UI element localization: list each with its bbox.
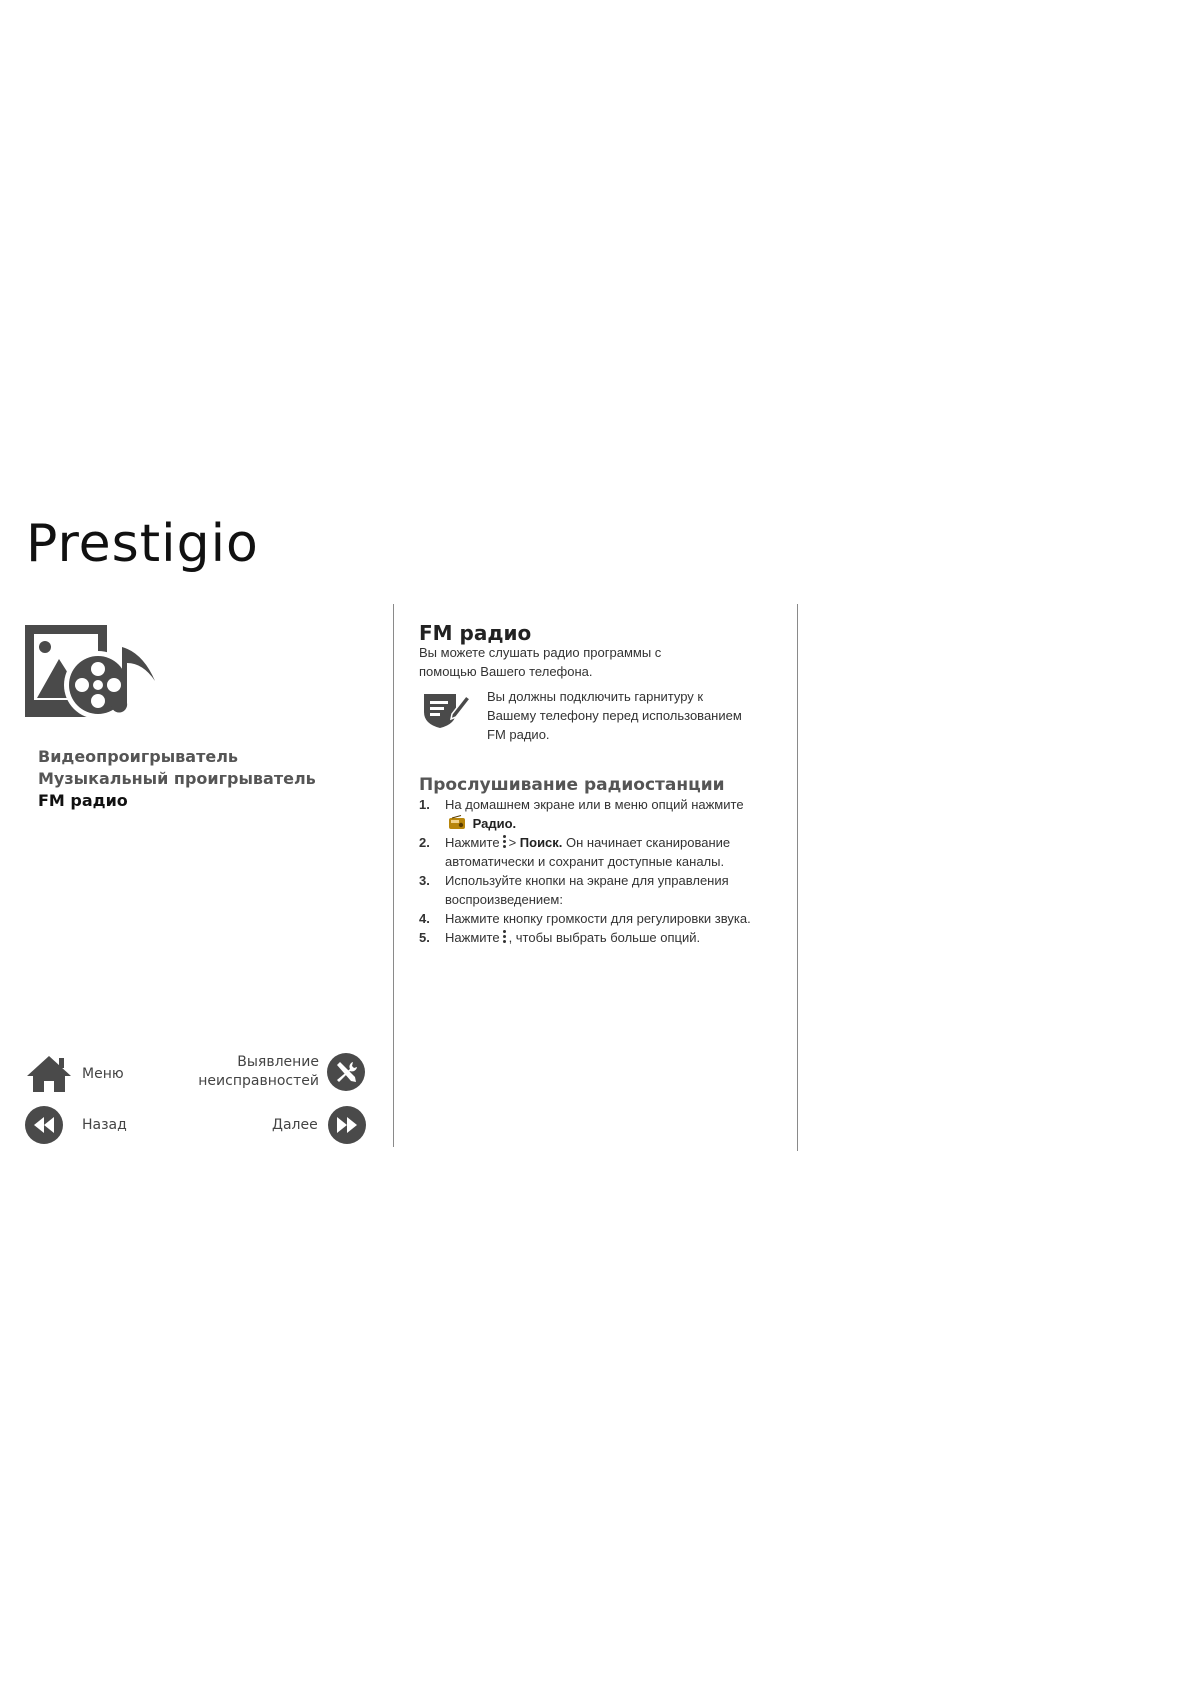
media-player-icon bbox=[25, 625, 161, 721]
note-pen-icon bbox=[422, 690, 472, 730]
next-button[interactable] bbox=[272, 1106, 366, 1144]
list-item: 1. На домашнем экране или в меню опций нажмите Радио. bbox=[419, 797, 744, 831]
rewind-icon bbox=[25, 1106, 63, 1144]
intro-text: Вы можете слушать радио программы с помощью Вашего телефона. bbox=[419, 645, 662, 679]
note-text: Вы должны подключить гарнитуру к Вашему телефону перед использованием FM радио. bbox=[487, 689, 742, 742]
section-nav bbox=[38, 746, 316, 812]
brand-logo: Prestigio bbox=[26, 514, 259, 574]
home-icon bbox=[25, 1054, 73, 1094]
menu-label: Меню bbox=[82, 1066, 124, 1082]
radio-app-icon bbox=[448, 815, 466, 830]
list-item: 3. Используйте кнопки на экране для управления воспроизведением: bbox=[419, 873, 729, 907]
nav-item-fm-radio[interactable]: FM радио bbox=[38, 791, 128, 810]
next-label: Далее bbox=[272, 1117, 318, 1133]
list-item: 4. Нажмите кнопку громкости для регулировки звука. bbox=[419, 911, 751, 926]
troubleshoot-label: Выявление неисправностей bbox=[198, 1054, 319, 1089]
tools-icon bbox=[327, 1053, 365, 1091]
page-right-border bbox=[797, 604, 798, 1151]
troubleshoot-button[interactable] bbox=[195, 1053, 365, 1091]
column-divider bbox=[393, 604, 394, 1147]
menu-button[interactable] bbox=[25, 1054, 124, 1094]
back-label: Назад bbox=[82, 1117, 127, 1133]
section-subtitle: Прослушивание радиостанции bbox=[419, 775, 725, 795]
nav-item-video-player[interactable]: Видеопроигрыватель bbox=[38, 747, 239, 766]
list-item: 2. Нажмите > Поиск. Он начинает сканирование автоматически и сохранит доступные каналы. bbox=[419, 835, 731, 869]
nav-item-music-player[interactable]: Музыкальный проигрыватель bbox=[38, 769, 316, 788]
back-button[interactable] bbox=[25, 1106, 127, 1144]
list-item: 5. Нажмите , чтобы выбрать больше опций. bbox=[419, 930, 701, 945]
overflow-menu-icon bbox=[502, 834, 507, 850]
overflow-menu-icon bbox=[502, 929, 507, 945]
fast-forward-icon bbox=[328, 1106, 366, 1144]
steps-list bbox=[419, 795, 759, 947]
page-title: FM радио bbox=[419, 621, 532, 645]
